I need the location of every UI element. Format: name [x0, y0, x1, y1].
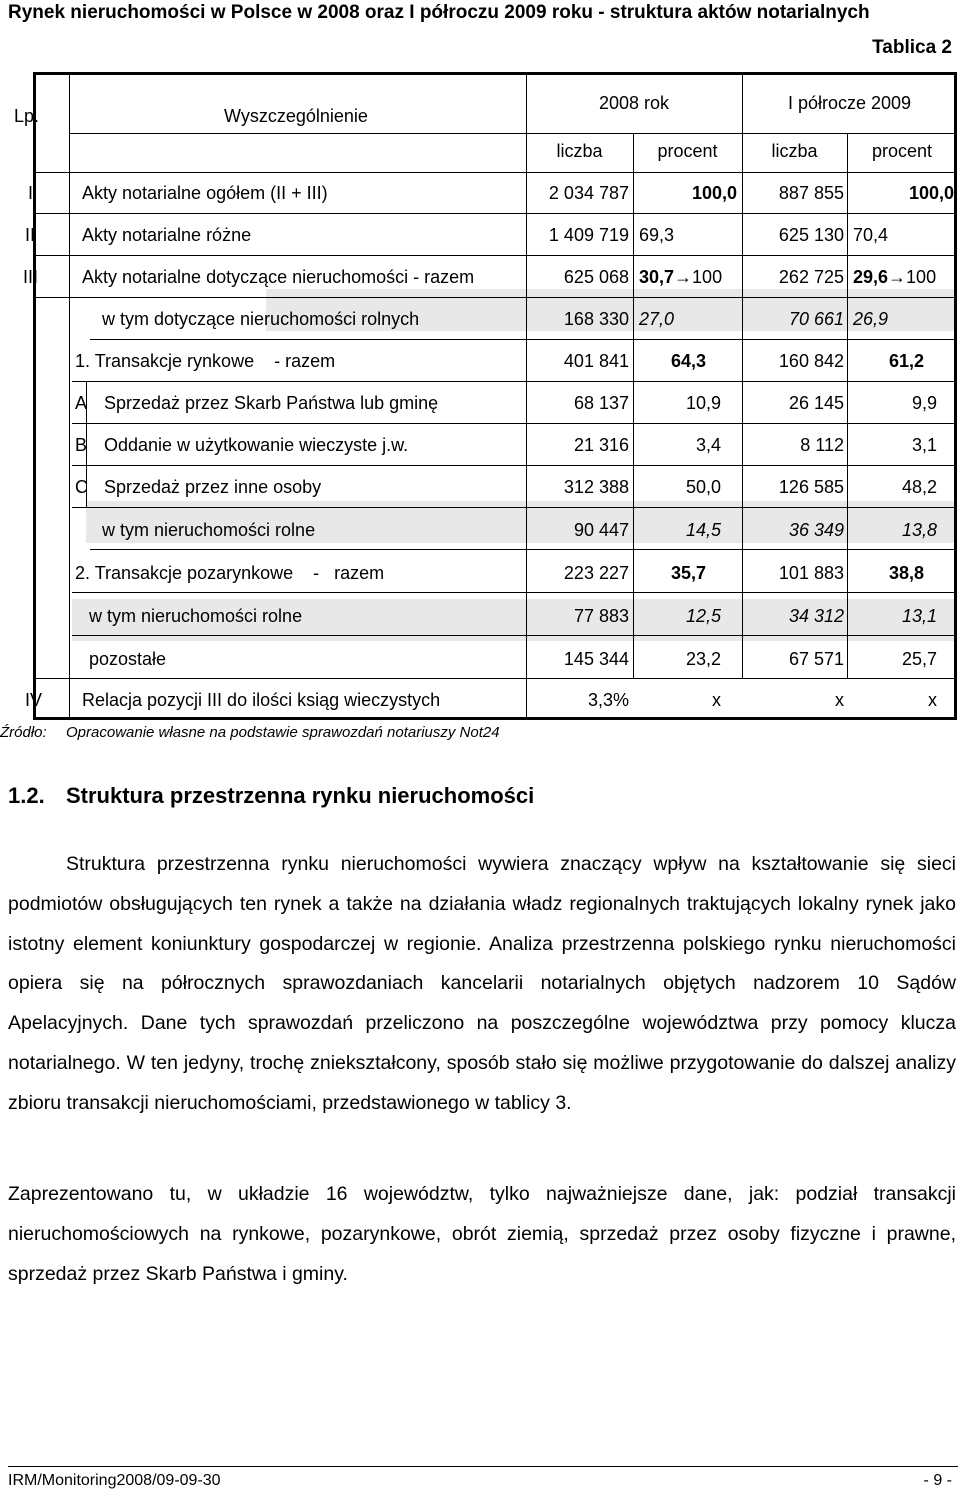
source-note [0, 724, 500, 741]
row-label: w tym nieruchomości rolne [102, 520, 316, 540]
cell-value: 101 883 [778, 563, 844, 583]
footer-divider [8, 1466, 958, 1467]
grid-line [69, 133, 957, 134]
row-label: Relacja pozycji III do ilości ksiąg wieczystych [82, 690, 441, 710]
cell-value: 27,0 [639, 309, 675, 329]
cell-value: 100,0 [908, 183, 954, 203]
grid-line [36, 172, 957, 173]
row-label: Oddanie w użytkowanie wieczyste j.w. [104, 435, 409, 455]
cell-value: 38,8 [888, 563, 924, 583]
page-number: - 9 - [923, 1472, 952, 1489]
cell-value: 77 883 [573, 606, 629, 626]
cell-value: 145 344 [563, 649, 629, 669]
cell-value: 1 409 719 [548, 225, 629, 245]
grid-line [36, 255, 957, 256]
cell-value: 70 661 [788, 309, 844, 329]
row-lp: III [23, 267, 39, 287]
row-label: Akty notarialne różne [82, 225, 252, 245]
cell-value: 69,3 [639, 225, 675, 245]
cell-value: 8 112 [800, 435, 844, 455]
section-title: Struktura przestrzenna rynku nieruchomości [66, 783, 535, 808]
section-heading [8, 783, 534, 809]
cell-value: 3,1 [911, 435, 937, 455]
cell-value: x [712, 690, 721, 710]
cell-value: 12,5 [685, 606, 721, 626]
table-number: Tablica 2 [872, 37, 952, 58]
paragraph: Struktura przestrzenna rynku nieruchomości wywiera znaczący wpływ na kształtowanie się sieci podmiotów obsługujących ten rynek a także na działania władz regionalnych traktujących lokalny rynek jako istotny element koniunktury gospodarczej w regionie. Analiza przestrzenna polskiego rynku nieruchomości opiera się na półrocznych sprawozdaniach kancelarii notarialnych objętych nadzorem 10 Sądów Apelacyjnych. Dane tych sprawozdań przeliczono na poszczególne województwa przy pomocy klucza notarialnego. W ten jedyny, trochę zniekształcony, sposób stało się możliwe przygotowanie do dalszej analizy zbioru transakcji nieruchomościami, przedstawionego w tablicy 3. [8, 853, 956, 1114]
notarial-acts-table [14, 72, 957, 720]
footer-doc-id: IRM/Monitoring2008/09-09-30 [8, 1472, 221, 1489]
grid-line [72, 507, 957, 508]
cell-value: 887 855 [778, 183, 844, 203]
cell-value: 625 068 [563, 267, 629, 287]
grid-line [69, 75, 70, 720]
row-label: Akty notarialne ogółem (II + III) [82, 183, 328, 203]
row-label: 1. Transakcje rynkowe - razem [75, 351, 336, 371]
row-lp: C [75, 477, 88, 497]
header-procent-2008: procent [657, 141, 718, 161]
cell-value: 262 725 [778, 267, 844, 287]
cell-value: 13,1 [901, 606, 937, 626]
cell-value: 3,3% [587, 690, 629, 710]
header-item: Wyszczególnienie [224, 106, 368, 126]
grid-line [90, 549, 957, 550]
cell-value: 23,2 [685, 649, 721, 669]
cell-value: 48,2 [901, 477, 937, 497]
cell-value: 26 145 [788, 393, 844, 413]
cell-value: 29,6→100 [853, 267, 937, 287]
grid-line [72, 381, 957, 382]
cell-value: 625 130 [778, 225, 844, 245]
grid-line [742, 75, 743, 678]
source-text: Opracowanie własne na podstawie sprawozdań notariuszy Not24 [66, 724, 500, 741]
cell-value: 50,0 [685, 477, 721, 497]
cell-value: 64,3 [670, 351, 706, 371]
header-liczba-2009: liczba [771, 141, 818, 161]
cell-value: 13,8 [901, 520, 937, 540]
cell-value: 100,0 [691, 183, 737, 203]
row-label: pozostałe [89, 649, 167, 669]
cell-value: x [928, 690, 937, 710]
cell-value: 3,4 [695, 435, 721, 455]
header-procent-2009: procent [871, 141, 933, 161]
grid-line [72, 635, 957, 636]
cell-value: 401 841 [563, 351, 629, 371]
cell-value: 10,9 [685, 393, 721, 413]
cell-value: 14,5 [685, 520, 721, 540]
row-lp: I [28, 183, 34, 203]
header-liczba-2008: liczba [556, 141, 603, 161]
cell-value: 223 227 [563, 563, 629, 583]
cell-value: 26,9 [853, 309, 889, 329]
cell-value: 2 034 787 [548, 183, 629, 203]
cell-value: 126 585 [778, 477, 844, 497]
cell-value: 61,2 [888, 351, 924, 371]
header-2008: 2008 rok [598, 93, 670, 113]
row-lp: B [75, 435, 88, 455]
cell-value: 34 312 [788, 606, 844, 626]
row-label: 2. Transakcje pozarynkowe - razem [75, 563, 385, 583]
header-lp: Lp. [14, 106, 40, 126]
grid-line [72, 465, 957, 466]
row-lp: IV [25, 690, 43, 710]
grid-line [72, 423, 957, 424]
row-lp: A [75, 393, 88, 413]
paragraph: Zaprezentowano tu, w układzie 16 województw, tylko najważniejsze dane, jak: podział transakcji nieruchomościowych na rynkowe, pozarynkowe, obrót ziemią, sprzedaż przez osoby fizyczne i prawne, sprzedaż przez Skarb Państwa i gminy. [8, 1183, 956, 1285]
row-lp: II [25, 225, 36, 245]
cell-value: 9,9 [911, 393, 937, 413]
grid-line [90, 339, 957, 340]
header-2009: I półrocze 2009 [787, 93, 912, 113]
cell-value: 160 842 [778, 351, 844, 371]
cell-value: 30,7→100 [639, 267, 723, 287]
row-label: Akty notarialne dotyczące nieruchomości - razem [82, 267, 475, 287]
cell-value: 25,7 [901, 649, 937, 669]
grid-line [36, 297, 957, 298]
cell-value: 36 349 [788, 520, 844, 540]
row-label: Sprzedaż przez inne osoby [104, 477, 322, 497]
cell-value: 21 316 [573, 435, 629, 455]
row-label: w tym nieruchomości rolne [89, 606, 303, 626]
source-label: Źródło: [0, 724, 47, 741]
cell-value: 70,4 [853, 225, 889, 245]
cell-value: 90 447 [573, 520, 629, 540]
grid-line [72, 592, 957, 593]
cell-value: 312 388 [563, 477, 629, 497]
row-label: Sprzedaż przez Skarb Państwa lub gminę [104, 393, 439, 413]
cell-value: 67 571 [788, 649, 844, 669]
cell-value: 35,7 [670, 563, 706, 583]
cell-value: 168 330 [563, 309, 629, 329]
grid-line [36, 678, 957, 679]
page-title: Rynek nieruchomości w Polsce w 2008 oraz I półroczu 2009 roku - struktura aktów notarialnych [8, 2, 870, 23]
cell-value: 68 137 [573, 393, 629, 413]
section-number: 1.2. [8, 783, 45, 808]
cell-value: x [835, 690, 844, 710]
grid-line [36, 213, 957, 214]
row-label: w tym dotyczące nieruchomości rolnych [102, 309, 420, 329]
